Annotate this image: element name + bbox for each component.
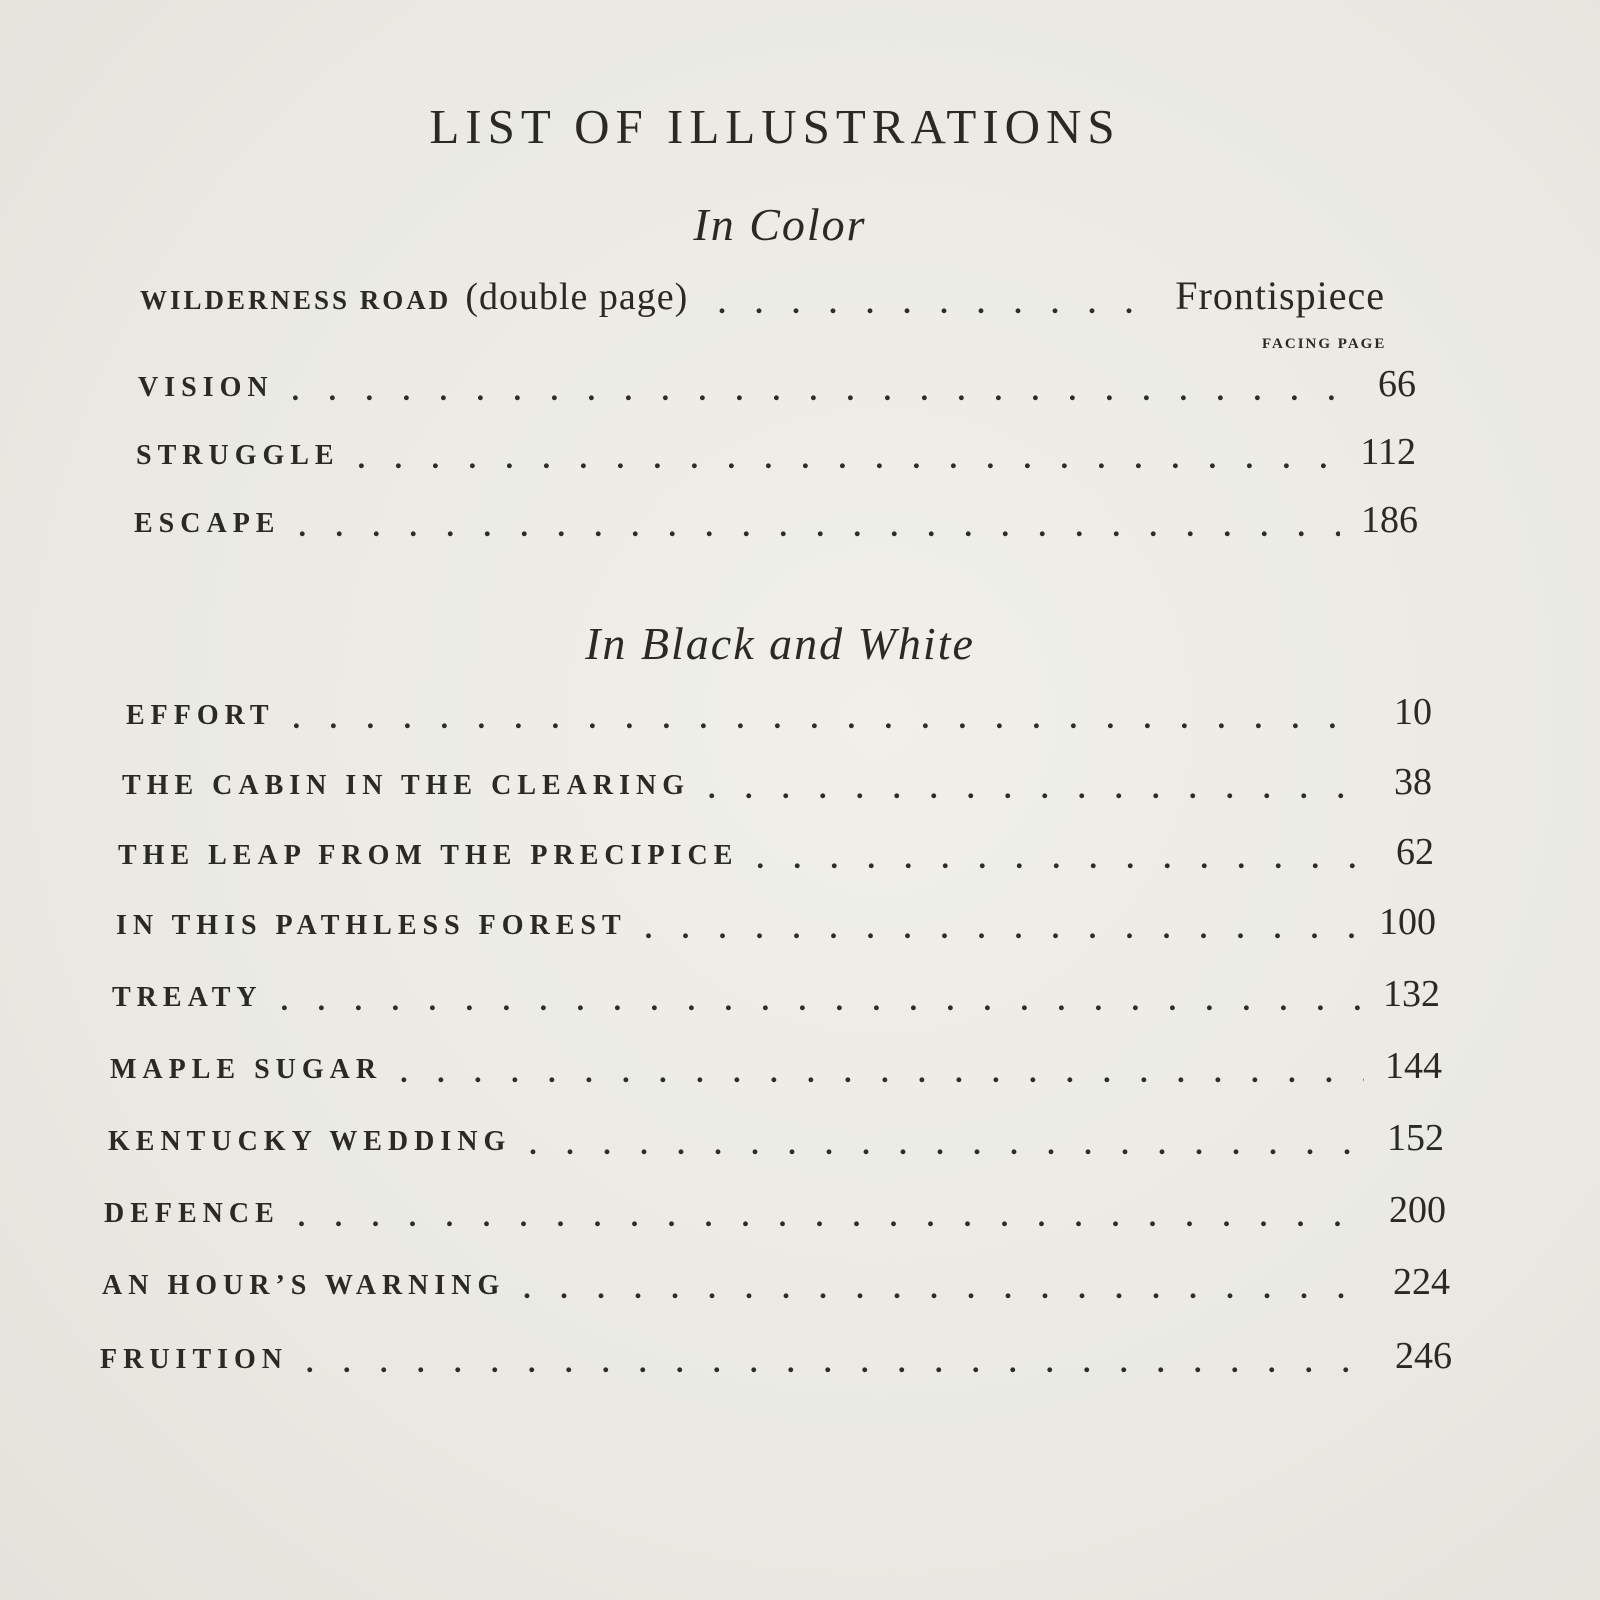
dot-leader — [292, 374, 1338, 408]
list-item — [118, 830, 1434, 874]
entry-note: (double page) — [465, 276, 689, 318]
entry-label: THE LEAP FROM THE PRECIPICE — [118, 840, 739, 871]
entry-label: STRUGGLE — [136, 440, 340, 471]
entry-label: FRUITION — [100, 1344, 289, 1375]
dot-leader — [306, 1346, 1374, 1380]
dot-leader — [298, 1200, 1368, 1234]
entry-label: AN HOUR’S WARNING — [102, 1270, 506, 1301]
list-item — [102, 1260, 1450, 1304]
dot-leader — [358, 442, 1338, 476]
dot-leader — [293, 702, 1354, 736]
list-item — [110, 1044, 1442, 1088]
list-item — [100, 1334, 1452, 1378]
entry-label: WILDERNESS ROAD — [140, 285, 452, 315]
entry-label: THE CABIN IN THE CLEARING — [122, 770, 691, 801]
entry-page: 186 — [1361, 499, 1418, 541]
entry-label: MAPLE SUGAR — [110, 1054, 383, 1085]
list-item — [104, 1188, 1446, 1232]
entry-label: KENTUCKY WEDDING — [108, 1126, 512, 1157]
entry-page: 224 — [1393, 1261, 1450, 1303]
list-item — [112, 972, 1440, 1016]
entry-page: 62 — [1396, 831, 1434, 873]
entry-page: Frontispiece — [1175, 273, 1385, 318]
entry-label: EFFORT — [126, 700, 275, 731]
entry-page: 100 — [1379, 901, 1436, 943]
dot-leader — [529, 1128, 1366, 1162]
dot-leader — [645, 912, 1358, 946]
list-item-frontispiece — [140, 272, 1385, 319]
entry-page: 200 — [1389, 1189, 1446, 1231]
entry-page: 66 — [1378, 363, 1416, 405]
entry-label: DEFENCE — [104, 1198, 280, 1229]
dot-leader — [756, 842, 1356, 876]
entry-page: 246 — [1395, 1335, 1452, 1377]
entry-page: 38 — [1394, 761, 1432, 803]
entry-label: VISION — [138, 372, 274, 403]
dot-leader — [708, 772, 1354, 806]
list-item — [136, 430, 1416, 474]
dot-leader — [523, 1272, 1372, 1306]
dot-leader — [400, 1056, 1364, 1090]
entry-label: IN THIS PATHLESS FOREST — [116, 910, 627, 941]
section-heading-color: In Color — [693, 199, 867, 250]
list-item — [122, 760, 1432, 804]
entry-page: 144 — [1385, 1045, 1442, 1087]
entry-page: 132 — [1383, 973, 1440, 1015]
list-item — [116, 900, 1436, 944]
list-item — [138, 362, 1416, 406]
page-title: LIST OF ILLUSTRATIONS — [429, 99, 1121, 154]
dot-leader — [718, 287, 1145, 321]
entry-label: TREATY — [112, 982, 263, 1013]
list-item — [134, 498, 1418, 542]
column-note-facing-page: FACING PAGE — [1262, 336, 1387, 352]
dot-leader — [281, 984, 1362, 1018]
entry-page: 10 — [1394, 691, 1432, 733]
dot-leader — [298, 510, 1340, 544]
list-item — [126, 690, 1432, 734]
entry-label: ESCAPE — [134, 508, 281, 539]
section-heading-black-and-white: In Black and White — [585, 618, 975, 669]
list-item — [108, 1116, 1444, 1160]
entry-page: 152 — [1387, 1117, 1444, 1159]
entry-page: 112 — [1360, 431, 1416, 473]
